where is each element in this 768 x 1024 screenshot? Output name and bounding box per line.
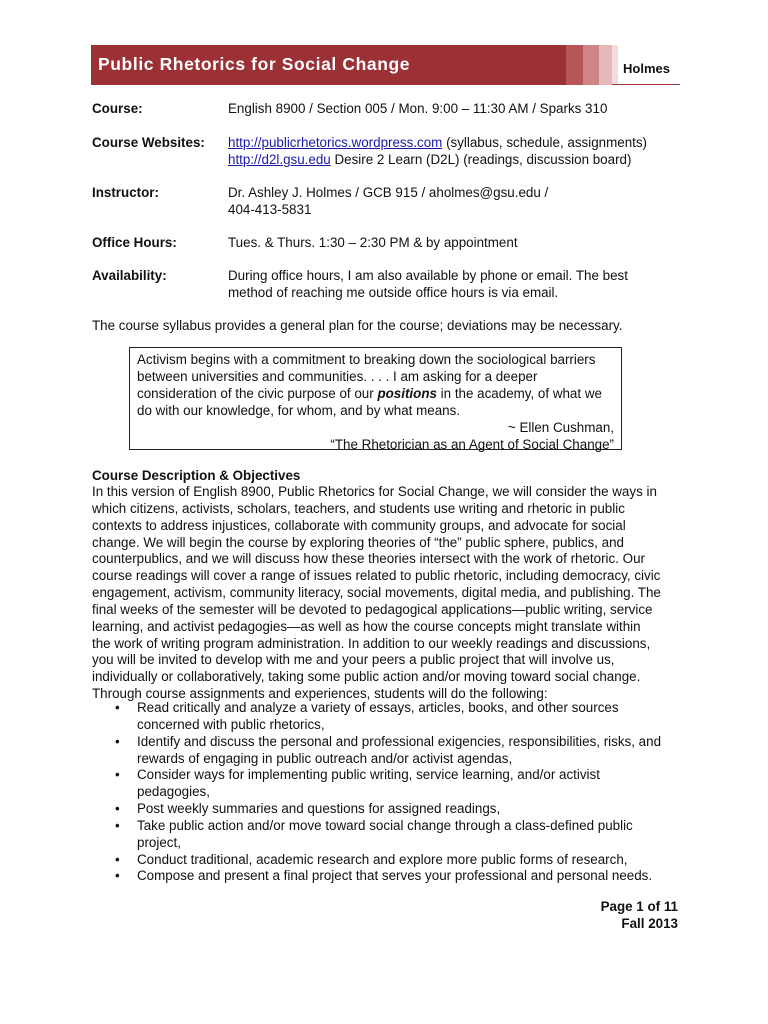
paragraph-line: Through course assignments and experiences, students will do the following: [92, 686, 548, 702]
website-2-description: Desire 2 Learn (D2L) (readings, discussion board) [330, 152, 632, 167]
bullet-icon: • [115, 733, 120, 749]
bullet-icon: • [115, 851, 120, 867]
bullet-icon: • [115, 868, 120, 884]
availability-value [228, 267, 688, 301]
instructor-line-1: Dr. Ashley J. Holmes / GCB 915 / aholmes@gsu.edu / [228, 185, 549, 200]
list-item-line: Take public action and/or move toward social change through a class-defined public [137, 817, 633, 833]
paragraph-line: which citizens, activists, scholars, teachers, and students use writing and rhetoric in public [92, 500, 625, 516]
course-description-paragraph [92, 484, 692, 703]
paragraph-line: final weeks of the semester will be devoted to pedagogical applications—public writing, service [92, 601, 653, 617]
list-item [115, 868, 695, 885]
list-item [115, 852, 695, 869]
list-item [115, 818, 695, 852]
instructor-phone: 404-413-5831 [228, 202, 312, 217]
list-item-line: Consider ways for implementing public writing, service learning, and/or activist [137, 767, 600, 783]
paragraph-line: contexts to address injustices, collaborate with community groups, and advocate for social [92, 517, 626, 533]
paragraph-line: engagement, activism, community literacy, social movements, digital media, and publishing. The [92, 585, 661, 601]
availability-line-1: During office hours, I am also available by phone or email. The best [228, 268, 628, 283]
course-text: English 8900 / Section 005 / Mon. 9:00 – 11:30 AM / Sparks 310 [228, 101, 608, 116]
header-accent-stripe [583, 45, 599, 85]
wordpress-link[interactable]: http://publicrhetorics.wordpress.com [228, 135, 443, 150]
website-line-2 [228, 151, 688, 168]
quote-line: Activism begins with a commitment to breaking down the sociological barriers [137, 352, 596, 367]
quote-emphasis: positions [377, 386, 437, 401]
bullet-icon: • [115, 817, 120, 833]
office-hours-label: Office Hours: [92, 235, 177, 250]
instructor-value [228, 184, 688, 218]
term: Fall 2013 [621, 916, 678, 931]
list-item-line: project, [137, 834, 181, 850]
instructor-label: Instructor: [92, 185, 159, 200]
paragraph-line: course readings will cover a range of issues related to public rhetoric, including democracy, civic [92, 568, 661, 584]
d2l-link[interactable]: http://d2l.gsu.edu [228, 152, 331, 167]
header-bar [91, 45, 612, 85]
list-item-line: rewards of engaging in public outreach and/or activist agendas, [137, 750, 513, 766]
header-rule [612, 84, 680, 85]
quote-line [137, 385, 614, 402]
paragraph-line: the work of writing program administration. In addition to our weekly readings and discussions, [92, 635, 651, 651]
quote-fragment: consideration of the civic purpose of our [137, 386, 378, 401]
quote-fragment: in the academy, of what we [436, 386, 602, 401]
office-hours-value [228, 234, 688, 251]
paragraph-line: In this version of English 8900, Public Rhetorics for Social Change, we will consider the ways in [92, 484, 657, 499]
syllabus-note: The course syllabus provides a general plan for the course; deviations may be necessary. [92, 318, 623, 333]
list-item-line: Identify and discuss the personal and professional exigencies, responsibilities, risks, and [137, 733, 662, 749]
website-1-description: (syllabus, schedule, assignments) [442, 135, 648, 150]
paragraph-line: individually or collaboratively, taking some public action and/or moving toward social change. [92, 669, 641, 685]
list-item [115, 801, 695, 818]
bullet-icon: • [115, 767, 120, 783]
section-heading: Course Description & Objectives [92, 468, 301, 483]
bullet-icon: • [115, 801, 120, 817]
paragraph-line: you will be invited to develop with me and your peers a public project that will involve us, [92, 652, 615, 668]
paragraph-line: counterpublics, and we will discuss how these theories intersect with the work of rhetoric. Our [92, 551, 645, 567]
paragraph-line: change. We will begin the course by exploring theories of “the” public sphere, publics, and [92, 534, 624, 550]
course-label: Course: [92, 101, 143, 116]
list-item-line: Conduct traditional, academic research and explore more public forms of research, [137, 851, 628, 867]
quote-attribution-source: “The Rhetorician as an Agent of Social Change” [330, 437, 614, 452]
list-item-line: pedagogies, [137, 784, 210, 800]
quote-line: between universities and communities. . . . I am asking for a deeper [137, 369, 538, 384]
website-line-1 [228, 134, 688, 151]
list-item-line: concerned with public rhetorics, [137, 716, 325, 732]
quote-attribution-author: ~ Ellen Cushman, [507, 420, 614, 435]
epigraph-quote-box [129, 347, 622, 450]
availability-label: Availability: [92, 268, 167, 283]
bullet-icon: • [115, 700, 120, 715]
paragraph-line: learning, and activist pedagogies—as well as how the course concepts might translate within [92, 618, 641, 634]
header-accent-stripe [612, 45, 618, 85]
office-hours-text: Tues. & Thurs. 1:30 – 2:30 PM & by appointment [228, 235, 518, 250]
websites-value [228, 134, 688, 168]
list-item-line: Read critically and analyze a variety of essays, articles, books, and other sources [137, 700, 619, 715]
list-item-line: Compose and present a final project that serves your professional and personal needs. [137, 868, 653, 884]
header-accent-stripe [566, 45, 583, 85]
websites-label: Course Websites: [92, 135, 205, 150]
list-item [115, 700, 695, 734]
page-footer [601, 898, 678, 932]
page-number: Page 1 of 11 [600, 899, 678, 914]
course-value [228, 100, 688, 117]
objectives-list [115, 700, 695, 885]
list-item [115, 734, 695, 768]
list-item-line: Post weekly summaries and questions for assigned readings, [137, 801, 501, 817]
quote-line: do with our knowledge, for whom, and by what means. [137, 403, 461, 418]
list-item [115, 767, 695, 801]
document-title: Public Rhetorics for Social Change [98, 54, 411, 74]
availability-line-2: method of reaching me outside office hours is via email. [228, 285, 559, 300]
header-author: Holmes [623, 61, 670, 76]
header-accent-stripe [599, 45, 612, 85]
